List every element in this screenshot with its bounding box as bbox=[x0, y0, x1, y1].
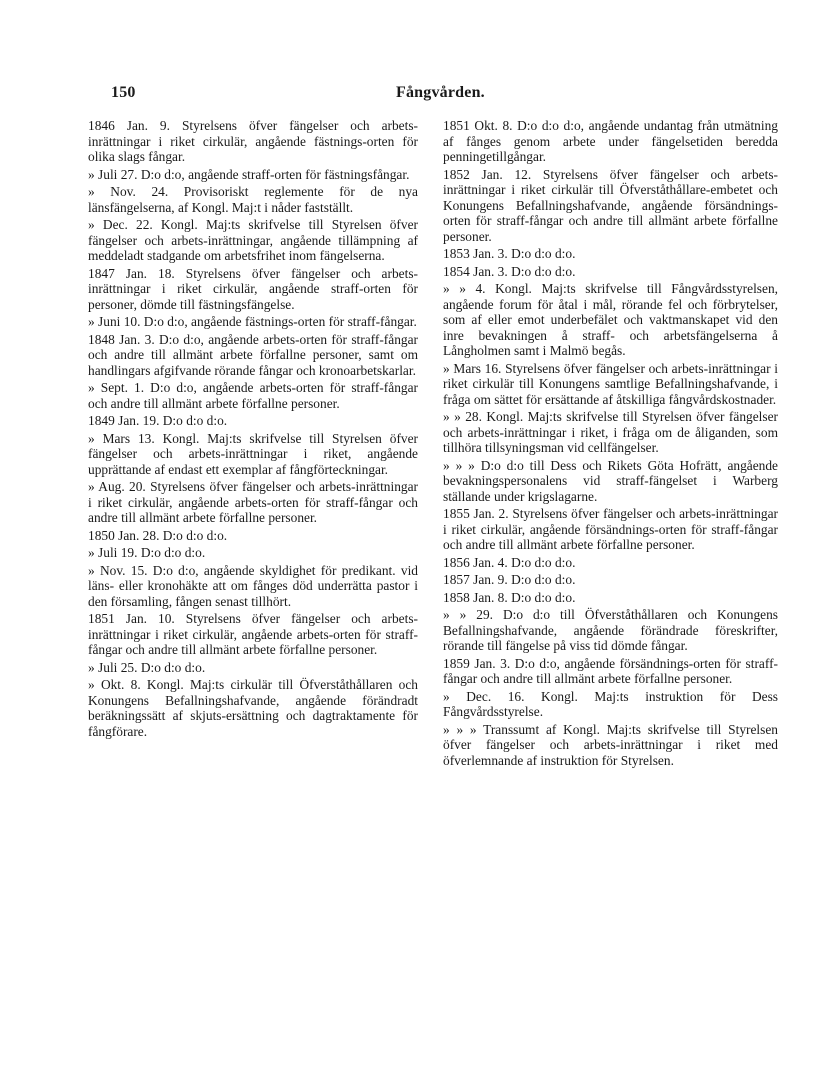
list-item: » » » D:o d:o till Dess och Rikets Göta Hofrätt, angående bevakningspersonalens vid straff-fängelset i Warberg ställande under krigslagarne. bbox=[443, 457, 778, 504]
list-item: » » » Transsumt af Kongl. Maj:ts skrifvelse till Styrelsen öfver fängelser och arbets-inrättningar i riket med öfverlemnande af instruktion för Styrelsen. bbox=[443, 721, 778, 768]
list-item: » Mars 13. Kongl. Maj:ts skrifvelse till Styrelsen öfver fängelser och arbets-inrättningar i riket, angående upprättande af endast ett exemplar af fångförteckningar. bbox=[88, 430, 418, 477]
list-item: 1849 Jan. 19. D:o d:o d:o. bbox=[88, 413, 228, 428]
list-item: 1853 Jan. 3. D:o d:o d:o. bbox=[443, 246, 576, 261]
list-item: » Sept. 1. D:o d:o, angående arbets-orten för straff-fångar och andre till allmänt arbete förfallne personer. bbox=[88, 380, 418, 411]
list-item: » Nov. 15. D:o d:o, angående skyldighet för predikant. vid läns- eller kronohäkte att om fånges död underrätta pastor i den församling, fången senast tillhört. bbox=[88, 562, 418, 609]
list-item: 1847 Jan. 18. Styrelsens öfver fängelser och arbets-inrättningar i riket cirkulär, angående straff-orten för personer, dömde till fästningsfängelse. bbox=[88, 265, 418, 312]
list-item: 1848 Jan. 3. D:o d:o, angående arbets-orten för straff-fångar och andre till allmänt arbete förfallne personer, samt om handlingars afgifvande rörande fångar och kronoarbetskarlar. bbox=[88, 331, 418, 378]
list-item: » Aug. 20. Styrelsens öfver fängelser och arbets-inrättningar i riket cirkulär, angående arbets-orten för straff-fångar och andre till allmänt arbete förfallne personer. bbox=[88, 479, 418, 525]
list-item: 1846 Jan. 9. Styrelsens öfver fängelser och arbets-inrättningar i riket cirkulär, angående fästnings-orten för olika slags fångar. bbox=[88, 118, 418, 164]
list-item: » Okt. 8. Kongl. Maj:ts cirkulär till Öfverståthållaren och Konungens Befallningshafvande, angående förändradt beräkningssätt af skjuts-ersättning och dagtraktamente för fångförare. bbox=[88, 677, 418, 739]
list-item: 1856 Jan. 4. D:o d:o d:o. bbox=[443, 554, 576, 570]
list-item: » » 4. Kongl. Maj:ts skrifvelse till Fångvårdsstyrelsen, angående forum för åtal i mål, rörande fel och förbrytelser, som af eller emot underbefälet och vaktmanskapet vid den inre bevakningen å straff- och arbetsfängelserna å Långholmen samt i Malmö begås. bbox=[443, 281, 778, 358]
list-item: 1859 Jan. 3. D:o d:o, angående försändnings-orten för straff-fångar och andre till allmänt arbete förfallne personer. bbox=[443, 655, 778, 686]
page-number: 150 bbox=[111, 84, 136, 101]
list-item: » » 29. D:o d:o till Öfverståthållaren och Konungens Befallningshafvande, angående förändrade föreskrifter, rörande till fängelse på viss tid dömde fångar. bbox=[443, 607, 778, 653]
list-item: 1855 Jan. 2. Styrelsens öfver fängelser och arbets-inrättningar i riket cirkulär, angående försändnings-orten för straff-fångar och andre till allmänt arbete förfallne personer. bbox=[443, 506, 778, 552]
left-column bbox=[88, 118, 418, 741]
list-item: » Mars 16. Styrelsens öfver fängelser och arbets-inrättningar i riket cirkulär till Konungens samtlige Befallningshafvande, i fråga om sättet för ersättande af åtskilliga fångvårdskostnader. bbox=[443, 360, 778, 407]
right-column bbox=[443, 118, 778, 770]
list-item: » Nov. 24. Provisoriskt reglemente för de nya länsfängelserna, af Kongl. Maj:t i nåder fastställt. bbox=[88, 184, 418, 215]
running-title: Fångvården. bbox=[396, 84, 485, 101]
list-item: » Dec. 16. Kongl. Maj:ts instruktion för Dess Fångvårdsstyrelse. bbox=[443, 688, 778, 719]
list-item: » » 28. Kongl. Maj:ts skrifvelse till Styrelsen öfver fängelser och arbets-inrättningar i riket, i fråga om de åliganden, som tillhöra tillsyningsman vid cellfängelser. bbox=[443, 409, 778, 455]
list-item: 1851 Jan. 10. Styrelsens öfver fängelser och arbets-inrättningar i riket cirkulär, angående arbets-orten för straff-fångar och andre till allmänt arbete förfallne personer. bbox=[88, 611, 418, 657]
list-item: 1851 Okt. 8. D:o d:o d:o, angående undantag från utmätning af fånges genom arbete under fängelsetiden beredda penningetillgångar. bbox=[443, 118, 778, 164]
list-item: 1852 Jan. 12. Styrelsens öfver fängelser och arbets-inrättningar i riket cirkulär till Öfverståthållare-embetet och Konungens Befallningshafvande, angående försändnings-orten för straff-fångar och andre till allmänt arbete förfallne personer. bbox=[443, 166, 778, 244]
list-item: » Juli 19. D:o d:o d:o. bbox=[88, 545, 206, 560]
list-item: » Juli 25. D:o d:o d:o. bbox=[88, 659, 206, 675]
list-item: 1850 Jan. 28. D:o d:o d:o. bbox=[88, 527, 228, 543]
list-item: » Juli 27. D:o d:o, angående straff-orten för fästningsfångar. bbox=[88, 166, 410, 182]
list-item: 1857 Jan. 9. D:o d:o d:o. bbox=[443, 572, 576, 587]
list-item: » Juni 10. D:o d:o, angående fästnings-orten för straff-fångar. bbox=[88, 314, 417, 329]
list-item: 1858 Jan. 8. D:o d:o d:o. bbox=[443, 589, 576, 605]
list-item: » Dec. 22. Kongl. Maj:ts skrifvelse till Styrelsen öfver fängelser och arbets-inrättningar, angående tillämpning af meddeladt stadgande om arbetsfrihet inom fängelserna. bbox=[88, 217, 418, 263]
list-item: 1854 Jan. 3. D:o d:o d:o. bbox=[443, 263, 576, 279]
